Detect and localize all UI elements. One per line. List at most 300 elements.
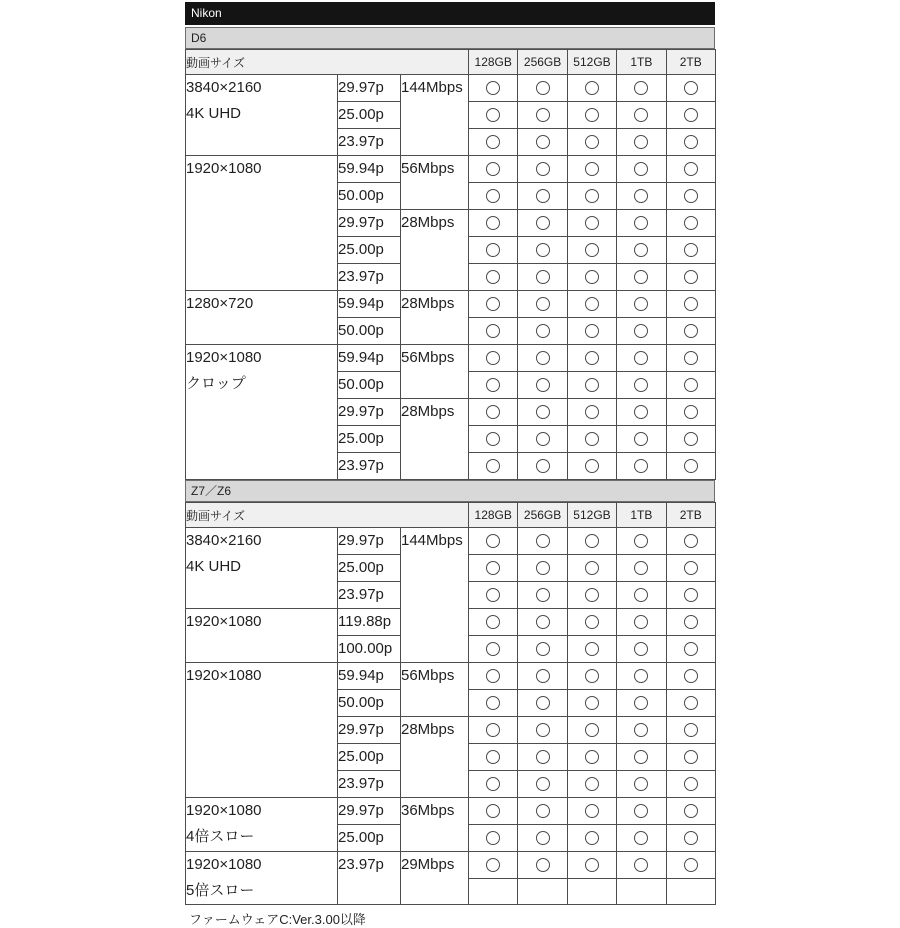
- capacity-cell-2tb: [666, 798, 715, 825]
- available-circle-icon: [536, 588, 550, 602]
- available-circle-icon: [536, 351, 550, 365]
- framerate-text: 23.97p: [338, 856, 384, 873]
- available-circle-icon: [585, 135, 599, 149]
- available-circle-icon: [585, 81, 599, 95]
- available-circle-icon: [684, 81, 698, 95]
- capacity-cell-256gb: [518, 345, 567, 372]
- capacity-cell-256gb: [518, 210, 567, 237]
- available-circle-icon: [634, 189, 648, 203]
- bitrate-text: 144Mbps: [401, 79, 463, 96]
- capacity-cell-256gb: [518, 582, 567, 609]
- available-circle-icon: [486, 81, 500, 95]
- available-circle-icon: [684, 108, 698, 122]
- framerate-cell: [338, 264, 401, 291]
- capacity-cell-1tb: [617, 528, 666, 555]
- capacity-cell-2tb: [666, 345, 715, 372]
- available-circle-icon: [634, 858, 648, 872]
- capacity-cell-1tb: [617, 210, 666, 237]
- available-circle-icon: [536, 858, 550, 872]
- framerate-cell: [338, 717, 401, 744]
- available-circle-icon: [536, 189, 550, 203]
- available-circle-icon: [684, 642, 698, 656]
- framerate-text: 50.00p: [338, 694, 384, 711]
- resolution-line: 4倍スロー: [186, 828, 255, 845]
- capacity-cell-512gb: [567, 878, 616, 905]
- capacity-cell-2tb: [666, 825, 715, 852]
- available-circle-icon: [634, 588, 648, 602]
- resolution-line: 4K UHD: [186, 105, 242, 122]
- available-circle-icon: [585, 270, 599, 284]
- framerate-cell: [338, 129, 401, 156]
- available-circle-icon: [684, 189, 698, 203]
- capacity-cell-256gb: [518, 528, 567, 555]
- capacity-cell-256gb: [518, 609, 567, 636]
- available-circle-icon: [684, 723, 698, 737]
- available-circle-icon: [585, 378, 599, 392]
- capacity-cell-512gb: [567, 453, 616, 480]
- capacity-cell-1tb: [617, 744, 666, 771]
- resolution-line: 4K UHD: [186, 558, 242, 575]
- available-circle-icon: [486, 432, 500, 446]
- capacity-cell-512gb: [567, 345, 616, 372]
- framerate-cell: [338, 582, 401, 609]
- available-circle-icon: [486, 858, 500, 872]
- capacity-cell-256gb: [518, 102, 567, 129]
- available-circle-icon: [536, 270, 550, 284]
- available-circle-icon: [536, 831, 550, 845]
- capacity-cell-2tb: [666, 129, 715, 156]
- available-circle-icon: [585, 297, 599, 311]
- table-row: [186, 798, 716, 825]
- available-circle-icon: [486, 804, 500, 818]
- available-circle-icon: [634, 243, 648, 257]
- framerate-text: 25.00p: [338, 106, 384, 123]
- capacity-cell-2tb: [666, 318, 715, 345]
- available-circle-icon: [684, 405, 698, 419]
- framerate-cell: [338, 771, 401, 798]
- capacity-cell-2tb: [666, 878, 715, 905]
- framerate-cell: [338, 825, 401, 852]
- resolution-line: 1920×1080: [186, 349, 262, 366]
- resolution-cell: [186, 663, 338, 798]
- framerate-text: 59.94p: [338, 349, 384, 366]
- capacity-cell-256gb: [518, 798, 567, 825]
- available-circle-icon: [684, 432, 698, 446]
- capacity-cell-128gb: [469, 582, 518, 609]
- capacity-cell-1tb: [617, 372, 666, 399]
- available-circle-icon: [634, 723, 648, 737]
- available-circle-icon: [486, 324, 500, 338]
- available-circle-icon: [486, 405, 500, 419]
- capacity-header-256gb: 256GB: [518, 503, 567, 528]
- capacity-cell-128gb: [469, 717, 518, 744]
- resolution-line: 1920×1080: [186, 160, 262, 177]
- available-circle-icon: [486, 162, 500, 176]
- available-circle-icon: [684, 135, 698, 149]
- framerate-text: 100.00p: [338, 640, 393, 657]
- capacity-cell-512gb: [567, 75, 616, 102]
- capacity-cell-128gb: [469, 318, 518, 345]
- capacity-cell-1tb: [617, 798, 666, 825]
- framerate-cell: [338, 690, 401, 717]
- capacity-cell-1tb: [617, 453, 666, 480]
- capacity-cell-512gb: [567, 372, 616, 399]
- capacity-cell-512gb: [567, 636, 616, 663]
- available-circle-icon: [536, 108, 550, 122]
- capacity-cell-128gb: [469, 609, 518, 636]
- available-circle-icon: [585, 615, 599, 629]
- capacity-cell-2tb: [666, 690, 715, 717]
- capacity-cell-512gb: [567, 426, 616, 453]
- resolution-cell: [186, 609, 338, 663]
- bitrate-cell: [401, 75, 469, 156]
- capacity-cell-512gb: [567, 717, 616, 744]
- bitrate-cell: [401, 156, 469, 210]
- capacity-cell-256gb: [518, 636, 567, 663]
- resolution-line: クロップ: [186, 375, 246, 392]
- framerate-text: 29.97p: [338, 721, 384, 738]
- capacity-cell-128gb: [469, 636, 518, 663]
- available-circle-icon: [634, 534, 648, 548]
- capacity-cell-512gb: [567, 264, 616, 291]
- capacity-cell-128gb: [469, 183, 518, 210]
- available-circle-icon: [486, 777, 500, 791]
- capacity-cell-128gb: [469, 663, 518, 690]
- available-circle-icon: [536, 642, 550, 656]
- capacity-cell-1tb: [617, 183, 666, 210]
- capacity-header-2tb: 2TB: [666, 50, 715, 75]
- available-circle-icon: [684, 831, 698, 845]
- capacity-cell-128gb: [469, 156, 518, 183]
- available-circle-icon: [684, 696, 698, 710]
- capacity-cell-1tb: [617, 102, 666, 129]
- available-circle-icon: [536, 750, 550, 764]
- available-circle-icon: [634, 378, 648, 392]
- capacity-header-256gb: 256GB: [518, 50, 567, 75]
- available-circle-icon: [486, 723, 500, 737]
- available-circle-icon: [585, 858, 599, 872]
- available-circle-icon: [486, 243, 500, 257]
- capacity-cell-2tb: [666, 291, 715, 318]
- available-circle-icon: [634, 432, 648, 446]
- available-circle-icon: [536, 81, 550, 95]
- capacity-cell-512gb: [567, 852, 616, 879]
- framerate-text: 50.00p: [338, 187, 384, 204]
- capacity-cell-1tb: [617, 129, 666, 156]
- available-circle-icon: [684, 669, 698, 683]
- available-circle-icon: [486, 459, 500, 473]
- framerate-cell: [338, 555, 401, 582]
- available-circle-icon: [634, 642, 648, 656]
- available-circle-icon: [536, 432, 550, 446]
- capacity-cell-256gb: [518, 453, 567, 480]
- framerate-cell: [338, 798, 401, 825]
- bitrate-cell: [401, 663, 469, 717]
- available-circle-icon: [585, 351, 599, 365]
- capacity-cell-256gb: [518, 771, 567, 798]
- bitrate-text: 28Mbps: [401, 721, 455, 738]
- capacity-cell-2tb: [666, 636, 715, 663]
- resolution-cell: [186, 291, 338, 345]
- available-circle-icon: [585, 216, 599, 230]
- available-circle-icon: [585, 561, 599, 575]
- framerate-text: 29.97p: [338, 802, 384, 819]
- capacity-cell-256gb: [518, 291, 567, 318]
- capacity-cell-128gb: [469, 75, 518, 102]
- framerate-cell: [338, 210, 401, 237]
- available-circle-icon: [634, 459, 648, 473]
- available-circle-icon: [684, 216, 698, 230]
- available-circle-icon: [585, 459, 599, 473]
- available-circle-icon: [585, 831, 599, 845]
- available-circle-icon: [585, 243, 599, 257]
- resolution-line: 3840×2160: [186, 532, 262, 549]
- framerate-cell: [338, 75, 401, 102]
- bitrate-text: 28Mbps: [401, 403, 455, 420]
- capacity-cell-256gb: [518, 690, 567, 717]
- framerate-cell: [338, 237, 401, 264]
- available-circle-icon: [684, 459, 698, 473]
- available-circle-icon: [536, 777, 550, 791]
- available-circle-icon: [634, 108, 648, 122]
- framerate-text: 25.00p: [338, 748, 384, 765]
- capacity-cell-2tb: [666, 528, 715, 555]
- framerate-text: 50.00p: [338, 376, 384, 393]
- available-circle-icon: [486, 378, 500, 392]
- framerate-text: 23.97p: [338, 133, 384, 150]
- bitrate-text: 144Mbps: [401, 532, 463, 549]
- resolution-cell: [186, 75, 338, 156]
- capacity-cell-1tb: [617, 771, 666, 798]
- available-circle-icon: [684, 297, 698, 311]
- available-circle-icon: [486, 696, 500, 710]
- capacity-cell-256gb: [518, 156, 567, 183]
- table-row: [186, 291, 716, 318]
- capacity-cell-1tb: [617, 264, 666, 291]
- available-circle-icon: [486, 135, 500, 149]
- brand-bar: [185, 2, 715, 25]
- available-circle-icon: [585, 696, 599, 710]
- resolution-cell: [186, 345, 338, 480]
- capacity-cell-128gb: [469, 744, 518, 771]
- capacity-cell-2tb: [666, 210, 715, 237]
- capacity-cell-1tb: [617, 852, 666, 879]
- video-size-header: 動画サイズ: [186, 50, 469, 75]
- capacity-cell-2tb: [666, 183, 715, 210]
- available-circle-icon: [486, 534, 500, 548]
- framerate-text: 23.97p: [338, 586, 384, 603]
- capacity-cell-2tb: [666, 156, 715, 183]
- capacity-cell-512gb: [567, 210, 616, 237]
- available-circle-icon: [684, 162, 698, 176]
- bitrate-cell: [401, 345, 469, 399]
- framerate-cell: [338, 291, 401, 318]
- capacity-cell-2tb: [666, 609, 715, 636]
- capacity-cell-2tb: [666, 663, 715, 690]
- capacity-cell-128gb: [469, 237, 518, 264]
- capacity-cell-1tb: [617, 318, 666, 345]
- framerate-cell: [338, 318, 401, 345]
- available-circle-icon: [536, 324, 550, 338]
- framerate-cell: [338, 852, 401, 905]
- resolution-cell: [186, 528, 338, 609]
- framerate-cell: [338, 636, 401, 663]
- available-circle-icon: [536, 243, 550, 257]
- bitrate-cell: [401, 291, 469, 345]
- bitrate-text: 56Mbps: [401, 667, 455, 684]
- capacity-cell-2tb: [666, 237, 715, 264]
- capacity-cell-128gb: [469, 372, 518, 399]
- capacity-cell-1tb: [617, 345, 666, 372]
- capacity-cell-2tb: [666, 399, 715, 426]
- available-circle-icon: [684, 615, 698, 629]
- framerate-cell: [338, 528, 401, 555]
- available-circle-icon: [536, 723, 550, 737]
- capacity-cell-1tb: [617, 582, 666, 609]
- capacity-cell-128gb: [469, 690, 518, 717]
- capacity-cell-2tb: [666, 771, 715, 798]
- capacity-cell-2tb: [666, 102, 715, 129]
- capacity-cell-512gb: [567, 129, 616, 156]
- available-circle-icon: [536, 459, 550, 473]
- bitrate-text: 56Mbps: [401, 160, 455, 177]
- capacity-cell-512gb: [567, 528, 616, 555]
- available-circle-icon: [684, 378, 698, 392]
- capacity-cell-128gb: [469, 264, 518, 291]
- available-circle-icon: [634, 81, 648, 95]
- framerate-text: 29.97p: [338, 79, 384, 96]
- capacity-cell-256gb: [518, 237, 567, 264]
- framerate-cell: [338, 744, 401, 771]
- available-circle-icon: [486, 216, 500, 230]
- available-circle-icon: [684, 270, 698, 284]
- available-circle-icon: [486, 642, 500, 656]
- framerate-cell: [338, 609, 401, 636]
- table-row: [186, 663, 716, 690]
- capacity-cell-1tb: [617, 75, 666, 102]
- capacity-header-2tb: 2TB: [666, 503, 715, 528]
- capacity-cell-512gb: [567, 771, 616, 798]
- capacity-cell-512gb: [567, 102, 616, 129]
- available-circle-icon: [536, 804, 550, 818]
- section-header-d6: D6: [185, 27, 715, 49]
- framerate-text: 50.00p: [338, 322, 384, 339]
- capacity-cell-1tb: [617, 690, 666, 717]
- capacity-cell-512gb: [567, 663, 616, 690]
- capacity-cell-256gb: [518, 183, 567, 210]
- framerate-text: 29.97p: [338, 403, 384, 420]
- framerate-text: 25.00p: [338, 559, 384, 576]
- framerate-cell: [338, 372, 401, 399]
- bitrate-cell: [401, 210, 469, 291]
- available-circle-icon: [634, 750, 648, 764]
- sections-container: [185, 27, 715, 905]
- capacity-cell-256gb: [518, 852, 567, 879]
- available-circle-icon: [536, 405, 550, 419]
- capacity-cell-1tb: [617, 399, 666, 426]
- capacity-cell-128gb: [469, 426, 518, 453]
- available-circle-icon: [536, 669, 550, 683]
- resolution-line: 5倍スロー: [186, 882, 255, 899]
- available-circle-icon: [486, 297, 500, 311]
- available-circle-icon: [634, 405, 648, 419]
- capacity-cell-256gb: [518, 264, 567, 291]
- framerate-cell: [338, 156, 401, 183]
- framerate-cell: [338, 453, 401, 480]
- capacity-cell-512gb: [567, 237, 616, 264]
- available-circle-icon: [684, 777, 698, 791]
- available-circle-icon: [486, 561, 500, 575]
- available-circle-icon: [634, 135, 648, 149]
- video-size-header: 動画サイズ: [186, 503, 469, 528]
- capacity-header-512gb: 512GB: [567, 503, 616, 528]
- available-circle-icon: [634, 324, 648, 338]
- capacity-cell-2tb: [666, 372, 715, 399]
- section-header-z7-z6: Z7／Z6: [185, 480, 715, 502]
- available-circle-icon: [536, 378, 550, 392]
- available-circle-icon: [486, 270, 500, 284]
- framerate-text: 29.97p: [338, 532, 384, 549]
- capacity-cell-512gb: [567, 318, 616, 345]
- framerate-cell: [338, 663, 401, 690]
- capacity-cell-512gb: [567, 582, 616, 609]
- framerate-text: 119.88p: [338, 613, 392, 630]
- framerate-cell: [338, 183, 401, 210]
- capacity-cell-1tb: [617, 878, 666, 905]
- capacity-header-128gb: 128GB: [469, 503, 518, 528]
- available-circle-icon: [536, 135, 550, 149]
- capacity-cell-1tb: [617, 663, 666, 690]
- resolution-line: 1920×1080: [186, 856, 262, 873]
- framerate-text: 29.97p: [338, 214, 384, 231]
- bitrate-cell: [401, 852, 469, 905]
- available-circle-icon: [684, 324, 698, 338]
- available-circle-icon: [634, 561, 648, 575]
- capacity-cell-256gb: [518, 399, 567, 426]
- capacity-cell-256gb: [518, 426, 567, 453]
- capacity-cell-128gb: [469, 210, 518, 237]
- spec-table-d6: [185, 49, 716, 480]
- framerate-text: 59.94p: [338, 295, 384, 312]
- bitrate-text: 28Mbps: [401, 295, 455, 312]
- framerate-cell: [338, 426, 401, 453]
- resolution-cell: [186, 156, 338, 291]
- resolution-line: 1920×1080: [186, 613, 262, 630]
- framerate-text: 59.94p: [338, 667, 384, 684]
- bitrate-cell: [401, 399, 469, 480]
- capacity-cell-2tb: [666, 264, 715, 291]
- available-circle-icon: [585, 324, 599, 338]
- capacity-cell-512gb: [567, 609, 616, 636]
- capacity-cell-256gb: [518, 825, 567, 852]
- capacity-cell-128gb: [469, 399, 518, 426]
- bitrate-text: 56Mbps: [401, 349, 455, 366]
- header-row-z7-z6: [186, 503, 716, 528]
- available-circle-icon: [634, 270, 648, 284]
- available-circle-icon: [585, 108, 599, 122]
- capacity-cell-1tb: [617, 717, 666, 744]
- available-circle-icon: [634, 162, 648, 176]
- framerate-text: 23.97p: [338, 457, 384, 474]
- available-circle-icon: [585, 750, 599, 764]
- capacity-cell-128gb: [469, 345, 518, 372]
- framerate-cell: [338, 345, 401, 372]
- capacity-cell-256gb: [518, 372, 567, 399]
- available-circle-icon: [486, 189, 500, 203]
- framerate-text: 59.94p: [338, 160, 384, 177]
- framerate-text: 25.00p: [338, 241, 384, 258]
- bitrate-cell: [401, 717, 469, 798]
